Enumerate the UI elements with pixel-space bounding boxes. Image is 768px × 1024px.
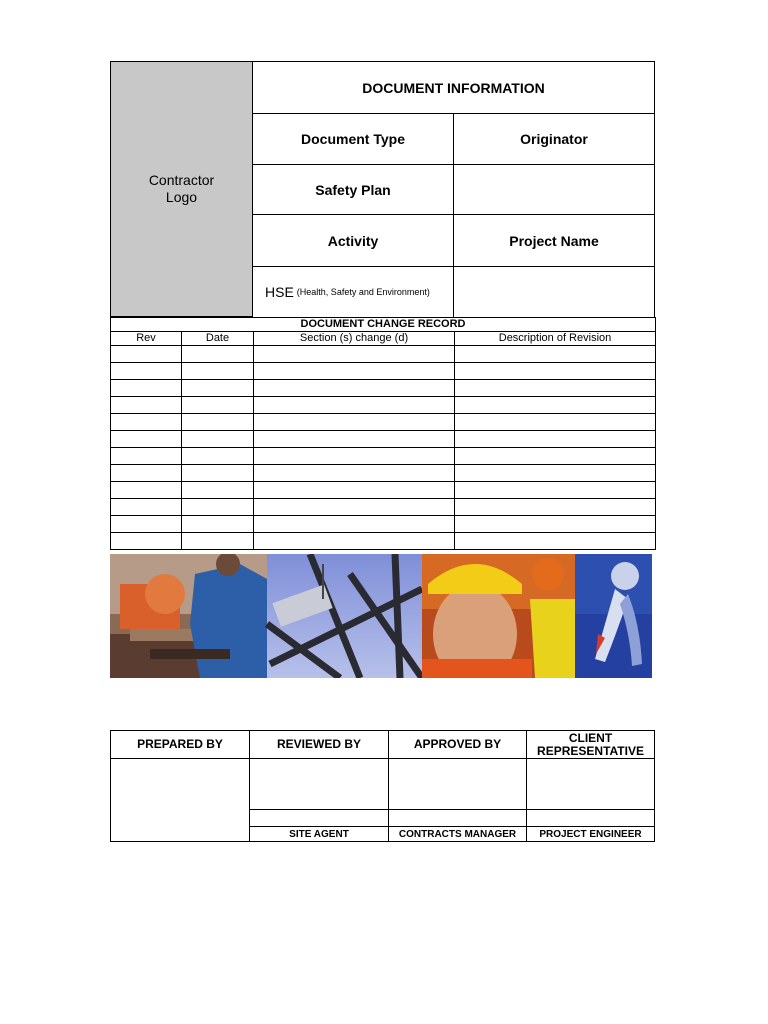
client-signature-box bbox=[527, 759, 655, 810]
change-record-cell bbox=[455, 380, 656, 397]
site-agent-role: SITE AGENT bbox=[250, 827, 389, 842]
change-record-cell bbox=[254, 346, 455, 363]
change-record-cell bbox=[254, 431, 455, 448]
change-record-cell bbox=[455, 414, 656, 431]
change-record-cell bbox=[111, 448, 182, 465]
change-record-cell bbox=[254, 380, 455, 397]
change-record-row bbox=[111, 499, 656, 516]
change-record-cell bbox=[111, 431, 182, 448]
activity-value-detail: (Health, Safety and Environment) bbox=[296, 287, 430, 297]
change-record-row bbox=[111, 533, 656, 550]
column-header-description: Description of Revision bbox=[455, 332, 656, 346]
change-record-row bbox=[111, 465, 656, 482]
change-record-cell bbox=[455, 533, 656, 550]
change-record-cell bbox=[455, 516, 656, 533]
safety-photo-banner bbox=[110, 554, 652, 678]
client-date-box bbox=[527, 810, 655, 827]
change-record-cell bbox=[455, 482, 656, 499]
contracts-manager-role: CONTRACTS MANAGER bbox=[389, 827, 527, 842]
change-record-row bbox=[111, 448, 656, 465]
change-record-cell bbox=[254, 533, 455, 550]
change-record-cell bbox=[111, 533, 182, 550]
worker-saw-photo bbox=[110, 554, 267, 678]
change-record-cell bbox=[111, 465, 182, 482]
originator-value bbox=[453, 164, 655, 215]
change-record-cell bbox=[111, 380, 182, 397]
approved-by-signature-box bbox=[389, 759, 527, 810]
change-record-cell bbox=[254, 414, 455, 431]
change-record-cell bbox=[182, 516, 254, 533]
change-record-cell bbox=[455, 346, 656, 363]
change-record-cell bbox=[455, 397, 656, 414]
change-record-cell bbox=[254, 499, 455, 516]
approved-by-date-box bbox=[389, 810, 527, 827]
change-record-cell bbox=[254, 465, 455, 482]
change-record-cell bbox=[455, 448, 656, 465]
change-record-cell bbox=[182, 499, 254, 516]
change-record-cell bbox=[182, 482, 254, 499]
change-record-cell bbox=[182, 431, 254, 448]
change-record-cell bbox=[254, 482, 455, 499]
change-record-cell bbox=[254, 448, 455, 465]
change-record-row bbox=[111, 482, 656, 499]
change-record-cell bbox=[111, 482, 182, 499]
reviewed-by-signature-box bbox=[250, 759, 389, 810]
reviewed-by-date-box bbox=[250, 810, 389, 827]
hardhat-worker-photo bbox=[422, 554, 575, 678]
column-header-rev: Rev bbox=[111, 332, 182, 346]
change-record-cell bbox=[254, 363, 455, 380]
activity-value-main: HSE bbox=[265, 284, 294, 300]
change-record-cell bbox=[182, 397, 254, 414]
document-type-label: Document Type bbox=[252, 113, 454, 165]
change-record-cell bbox=[182, 346, 254, 363]
change-record-row bbox=[111, 363, 656, 380]
change-record-title: DOCUMENT CHANGE RECORD bbox=[111, 318, 656, 332]
prepared-by-signature-box bbox=[111, 759, 250, 842]
logo-line-2: Logo bbox=[165, 189, 198, 205]
change-record-cell bbox=[455, 363, 656, 380]
column-header-date: Date bbox=[182, 332, 254, 346]
change-record-cell bbox=[254, 516, 455, 533]
client-representative-header: CLIENT REPRESENTATIVE bbox=[527, 731, 655, 759]
document-info-title: DOCUMENT INFORMATION bbox=[252, 61, 655, 114]
change-record-cell bbox=[111, 346, 182, 363]
change-record-cell bbox=[182, 448, 254, 465]
change-record-cell bbox=[111, 499, 182, 516]
change-record-cell bbox=[111, 397, 182, 414]
change-record-table bbox=[110, 317, 656, 550]
column-header-section: Section (s) change (d) bbox=[254, 332, 455, 346]
originator-label: Originator bbox=[453, 113, 655, 165]
signature-table bbox=[110, 730, 655, 842]
change-record-cell bbox=[182, 465, 254, 482]
change-record-cell bbox=[111, 414, 182, 431]
approved-by-header: APPROVED BY bbox=[389, 731, 527, 759]
change-record-cell bbox=[455, 465, 656, 482]
contractor-logo-placeholder bbox=[110, 61, 253, 317]
safety-figure-photo bbox=[575, 554, 652, 678]
change-record-row bbox=[111, 516, 656, 533]
change-record-cell bbox=[182, 363, 254, 380]
project-engineer-role: PROJECT ENGINEER bbox=[527, 827, 655, 842]
change-record-cell bbox=[182, 380, 254, 397]
change-record-cell bbox=[111, 516, 182, 533]
change-record-row bbox=[111, 397, 656, 414]
change-record-cell bbox=[254, 397, 455, 414]
change-record-cell bbox=[455, 431, 656, 448]
prepared-by-header: PREPARED BY bbox=[111, 731, 250, 759]
document-type-value: Safety Plan bbox=[252, 164, 454, 215]
change-record-cell bbox=[111, 363, 182, 380]
reviewed-by-header: REVIEWED BY bbox=[250, 731, 389, 759]
activity-label: Activity bbox=[252, 214, 454, 267]
change-record-row bbox=[111, 431, 656, 448]
change-record-cell bbox=[182, 414, 254, 431]
logo-line-1: Contractor bbox=[148, 172, 215, 188]
change-record-cell bbox=[455, 499, 656, 516]
change-record-cell bbox=[182, 533, 254, 550]
change-record-row bbox=[111, 414, 656, 431]
change-record-row bbox=[111, 380, 656, 397]
activity-value bbox=[252, 266, 454, 318]
project-name-label: Project Name bbox=[453, 214, 655, 267]
change-record-row bbox=[111, 346, 656, 363]
project-name-value bbox=[453, 266, 655, 318]
steel-frame-photo bbox=[267, 554, 422, 678]
